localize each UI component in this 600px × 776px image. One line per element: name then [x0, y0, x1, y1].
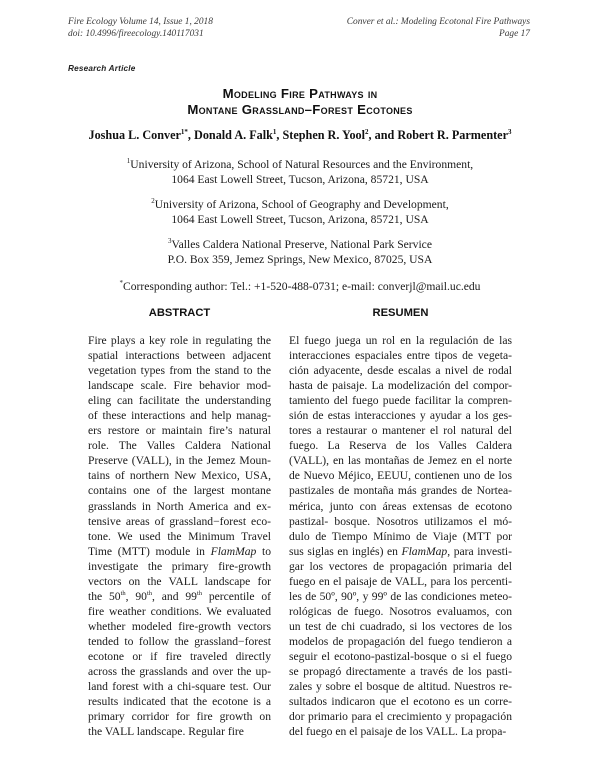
abstract-line: Preserve (VALL), in the Jemez Moun- [88, 454, 271, 468]
author-affiliation-mark: 2 [365, 127, 369, 136]
abstract-line: Fire plays a key role in regulating the [88, 334, 271, 347]
abstract-line: the VALL landscape. Regular fire [88, 725, 244, 739]
resumen-line: se propagó directamente a través de los pasti- [289, 665, 512, 679]
journal-citation: Fire Ecology Volume 14, Issue 1, 2018 [68, 17, 213, 27]
author-separator: , and [368, 128, 398, 142]
abstract-line: Time (MTT) module in FlamMap to [88, 544, 271, 558]
affiliation-line: University of Arizona, School of Natural Resources and the Environment, [130, 158, 474, 171]
resumen-line: tores a restaurar o mantener el rol natural del [289, 424, 512, 438]
resumen-line: tamiento del fuego puede facilitar la compren- [289, 394, 512, 408]
affiliation-line: Valles Caldera National Preserve, National Park Service [171, 238, 432, 251]
abstract-line: eling can facilitate the understanding [88, 394, 271, 408]
corresponding-author-text: Corresponding author: Tel.: +1-520-488-0731; e-mail: converjl@mail.uc.edu [123, 280, 481, 293]
affiliation-mark: 3 [168, 237, 172, 246]
corresponding-mark: * [119, 279, 123, 288]
resumen-line: interacciones espaciales entre tipos de vegeta- [289, 349, 512, 363]
resumen-line: dulo de Tiempo Mínimo de Viaje (MTT por [289, 529, 512, 543]
running-title: Conver et al.: Modeling Ecotonal Fire Pathways [346, 17, 530, 27]
author-name: Donald A. Falk [194, 128, 273, 142]
abstract-heading: ABSTRACT [148, 307, 211, 319]
abstract-line: vectors on the VALL landscape for [88, 574, 271, 588]
resumen-line: (VALL), en las montañas de Jemez en el norte [289, 454, 512, 468]
abstract-line: of these interactions and help manag- [88, 409, 271, 423]
resumen-line: les de 50º, 90º, y 99º de las condiciones meteo- [289, 589, 512, 603]
resumen-line: dor primario para el crecimiento y propagación [289, 710, 512, 724]
resumen-line: un test de chi cuadrado, si los vectores de los [289, 619, 512, 633]
resumen-line: modelos de propagación del fuego tendieron a [289, 634, 512, 648]
resumen-line: sión de estas interacciones y ayudar a los ges- [289, 409, 512, 423]
abstract-line: fire weather conditions. We evaluated [88, 604, 271, 618]
abstract-line: tains of northern New Mexico, USA, [88, 469, 271, 483]
resumen-line: ción adyacente, desde escalas a nivel de rodal [289, 364, 512, 378]
affiliation-address: P.O. Box 359, Jemez Springs, New Mexico, 87025, USA [167, 253, 433, 266]
resumen-line: mérica, junto con áreas extensas de ecotono [289, 499, 512, 513]
doi[interactable]: doi: 10.4996/fireecology.140117031 [68, 28, 204, 39]
abstract-line: role. The Valles Caldera National [88, 439, 271, 453]
abstract-line: tone. We used the Minimum Travel [88, 529, 271, 543]
resumen-line: del fuego en el paisaje de los VALL. La propa- [289, 725, 507, 739]
affiliation-1 [0, 157, 600, 187]
resumen-line: sultados indicaron que el ecotono es un corre- [289, 695, 512, 709]
resumen-line: rológicas de fuego. Nosotros evaluamos, con [289, 604, 512, 618]
abstract-line: vegetation types from the stand to the [88, 364, 271, 378]
author-separator: , [276, 128, 283, 142]
resumen-line: pastizales de montaña más grandes de Nortea- [289, 484, 512, 498]
running-header-left [68, 17, 213, 40]
resumen-line: fuego. La Reserva de los Valles Caldera [289, 439, 512, 453]
abstract-line: ers restore or maintain fire’s natural [88, 424, 271, 438]
author-name: Robert R. Parmenter [397, 128, 508, 142]
abstract-line: tensive areas of grassland−forest eco- [88, 514, 271, 528]
abstract-line: investigate the primary fire-growth [88, 559, 271, 573]
author-affiliation-mark: 3 [508, 127, 512, 136]
affiliation-mark: 1 [126, 157, 131, 166]
abstract-body [88, 333, 271, 739]
resumen-line: sus siglas en inglés) en FlamMap, para investi- [289, 544, 512, 558]
affiliation-3 [0, 237, 600, 267]
abstract-line: ecotone or if fire traveled directly [88, 649, 271, 663]
abstract-line: primary corridor for fire growth on [88, 710, 271, 724]
affiliation-address: 1064 East Lowell Street, Tucson, Arizona, 85721, USA [171, 213, 429, 226]
abstract-line: whether modeled fire-growth vectors [88, 619, 271, 633]
affiliation-address: 1064 East Lowell Street, Tucson, Arizona, 85721, USA [171, 173, 429, 186]
author-affiliation-mark: 1* [180, 127, 188, 136]
title-line-2: Montane Grassland–Forest Ecotones [187, 102, 413, 117]
abstract-line: tended to follow the grassland−forest [88, 634, 271, 648]
abstract-line: land forest with a chi-square test. Our [88, 680, 271, 694]
resumen-line: seguir el ecotono-pastizal-bosque o si el fuego [289, 649, 512, 663]
resumen-heading: RESUMEN [372, 307, 429, 319]
affiliation-line: University of Arizona, School of Geography and Development, [154, 198, 449, 211]
abstract-line: spatial interactions between adjacent [88, 349, 271, 363]
page-number: Page 17 [499, 28, 530, 39]
abstract-line: results indicated that the ecotone is a [88, 695, 271, 709]
affiliation-2 [0, 197, 600, 227]
abstract-line: across the grasslands and over the up- [88, 665, 271, 679]
resumen-line: zales y sobre el bosque de altitud. Nuestros re- [289, 680, 512, 694]
author-affiliation-mark: 1 [272, 127, 277, 136]
author-list [0, 128, 600, 143]
resumen-line: pastizal- bosque. Nosotros utilizamos el mó- [289, 514, 512, 528]
corresponding-author [0, 279, 600, 294]
author-separator: , [187, 128, 195, 142]
resumen-line: de Nuevo Méjico, EEUU, contienen uno de los [289, 469, 512, 483]
resumen-line: hasta de paisaje. La modelización del compor- [289, 379, 512, 393]
author-name: Stephen R. Yool [282, 128, 366, 142]
resumen-line: El fuego juega un rol en la regulación de las [289, 334, 512, 347]
abstract-line: contains one of the largest montane [88, 484, 271, 498]
article-title [0, 86, 600, 118]
abstract-line: the 50th, 90th, and 99th percentile of [88, 589, 271, 603]
resumen-line: gar los vectores de propagación primaria del [289, 559, 512, 573]
resumen-body [289, 333, 512, 739]
running-header-right [347, 17, 530, 40]
author-name: Joshua L. Conver [88, 128, 181, 142]
title-line-1: Modeling Fire Pathways in [222, 86, 378, 101]
article-type: Research Article [68, 64, 136, 73]
affiliation-mark: 2 [151, 197, 155, 206]
abstract-line: landscape scale. Fire behavior mod- [88, 379, 271, 393]
resumen-line: fuego en el paisaje de VALL, para los percenti- [289, 574, 512, 588]
abstract-line: grasslands in North America and ex- [88, 499, 271, 513]
